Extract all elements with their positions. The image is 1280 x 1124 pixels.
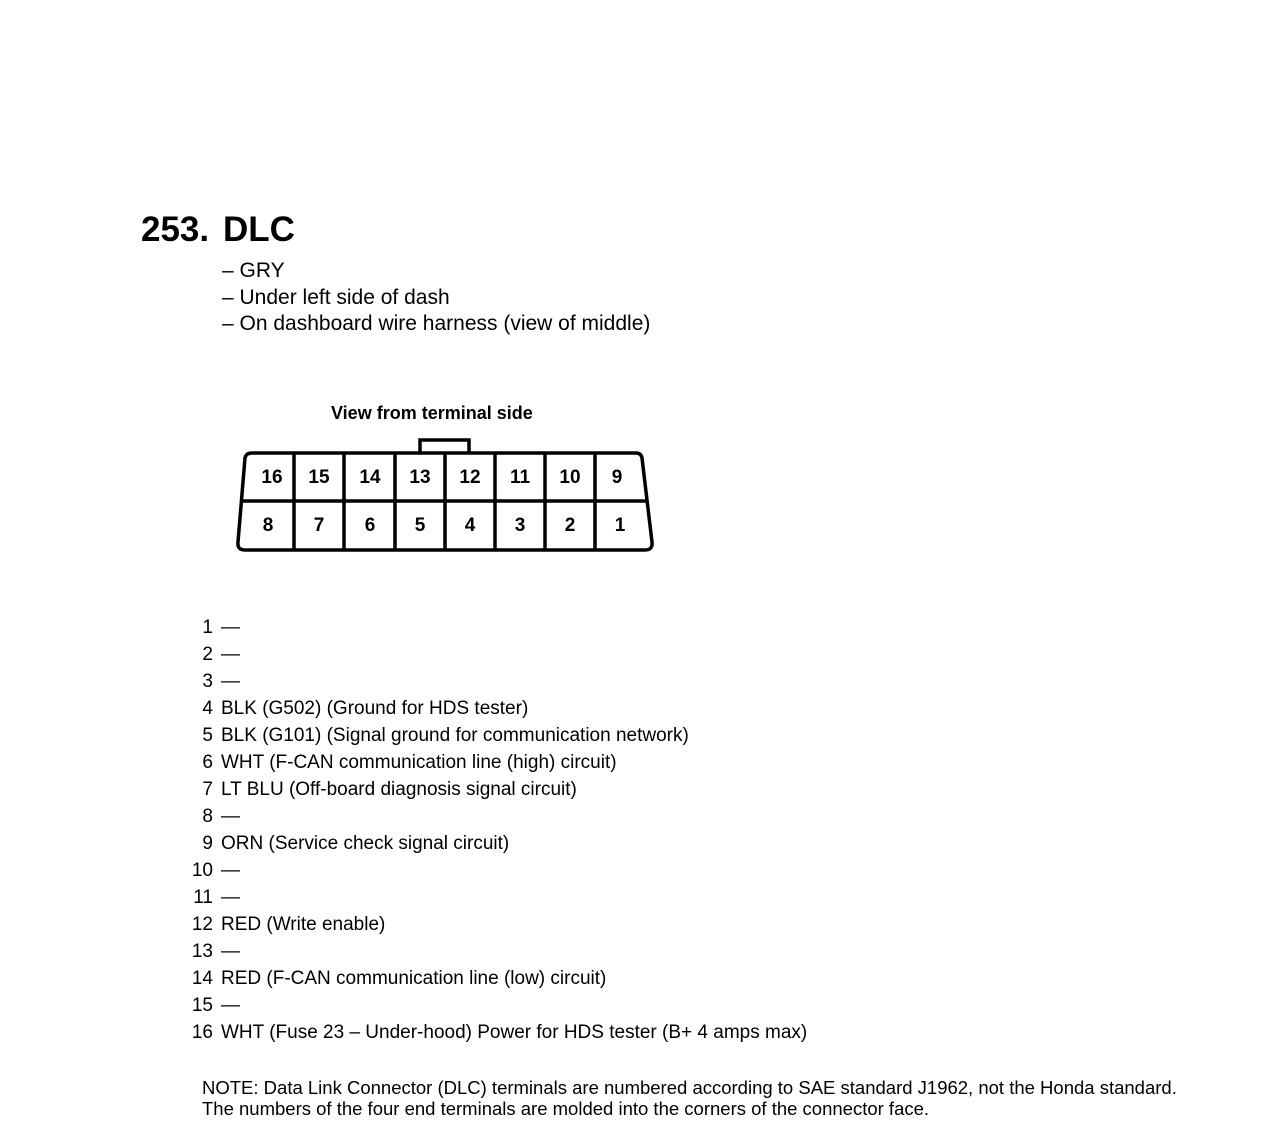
list-item [180,830,807,857]
terminal-number: 11 [193,887,213,908]
terminal-2-label: 2 [564,515,576,536]
connector-key-tab [420,440,469,453]
terminal-13-label: 13 [409,467,431,488]
terminal-number: 9 [202,833,213,854]
list-item [180,803,807,830]
terminal-number: 2 [202,644,213,665]
terminal-number: 8 [202,806,213,827]
detail-harness: – On dashboard wire harness (view of middle) [222,312,651,335]
list-item [180,668,807,695]
terminal-4-label: 4 [464,515,476,536]
terminal-number: 1 [202,617,213,638]
list-item [180,911,807,938]
connector-details [222,258,650,338]
terminal-number: 4 [202,698,213,719]
terminal-description: — [221,644,240,665]
terminal-description: LT BLU (Off-board diagnosis signal circuit) [221,779,577,800]
list-item [180,641,807,668]
list-item [180,857,807,884]
terminal-description: RED (Write enable) [221,914,386,935]
terminal-6-label: 6 [364,515,376,536]
terminal-5-label: 5 [414,515,426,536]
list-item [180,722,807,749]
section-name: DLC [223,210,295,249]
terminal-number: 10 [191,860,213,881]
terminal-7-label: 7 [313,515,325,536]
list-item [180,1019,807,1046]
terminal-description: — [221,806,240,827]
terminal-number: 12 [191,914,213,935]
terminal-number: 16 [191,1022,213,1043]
terminal-number: 7 [202,779,213,800]
section-title [141,208,295,252]
terminal-description: — [221,941,240,962]
terminal-1-label: 1 [614,515,626,536]
view-label: View from terminal side [331,403,533,423]
terminal-11-label: 11 [509,467,531,488]
list-item [180,695,807,722]
terminal-number: 5 [202,725,213,746]
terminal-10-label: 10 [559,467,581,488]
note-line-2: The numbers of the four end terminals are molded into the corners of the connector face. [202,1098,930,1119]
terminal-12-label: 12 [459,467,481,488]
footnote [202,1077,1177,1119]
terminal-description: RED (F-CAN communication line (low) circuit) [221,968,607,989]
list-item [180,749,807,776]
terminal-number: 14 [191,968,213,989]
list-item [180,776,807,803]
list-item [180,884,807,911]
terminal-number: 6 [202,752,213,773]
list-item [180,965,807,992]
terminal-3-label: 3 [514,515,526,536]
terminal-description: — [221,860,240,881]
terminal-15-label: 15 [308,467,330,488]
terminal-description: — [221,887,240,908]
detail-color: – GRY [222,259,285,282]
terminal-description: BLK (G101) (Signal ground for communication network) [221,725,689,746]
section-number: 253. [141,210,210,249]
terminal-number: 13 [191,941,213,962]
terminal-description: WHT (Fuse 23 – Under-hood) Power for HDS tester (B+ 4 amps max) [221,1022,808,1043]
terminal-description: — [221,671,240,692]
terminal-16-label: 16 [261,467,283,488]
dlc-connector-diagram [230,432,660,557]
terminal-number: 3 [202,671,213,692]
terminal-description: BLK (G502) (Ground for HDS tester) [221,698,529,719]
terminal-number: 15 [191,995,213,1016]
list-item [180,992,807,1019]
list-item [180,614,807,641]
terminal-9-label: 9 [611,467,623,488]
terminal-description: WHT (F-CAN communication line (high) circuit) [221,752,617,773]
list-item [180,938,807,965]
terminal-8-label: 8 [262,515,274,536]
terminal-description: — [221,995,240,1016]
terminal-14-label: 14 [359,467,381,488]
note-line-1: NOTE: Data Link Connector (DLC) terminals are numbered according to SAE standard J1962, not the Honda standard. [202,1077,1177,1098]
terminal-description: — [221,617,240,638]
detail-location: – Under left side of dash [222,285,450,309]
terminal-description: ORN (Service check signal circuit) [221,833,510,854]
terminal-list [180,614,807,1046]
